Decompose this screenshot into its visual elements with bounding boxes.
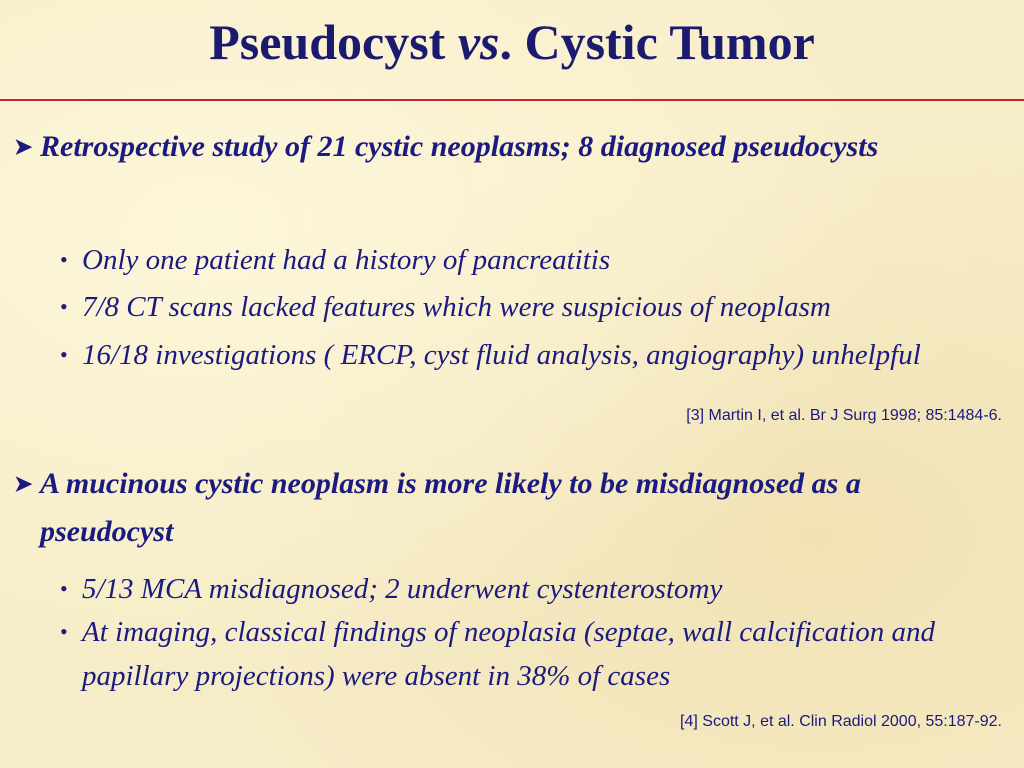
sub-bullet-1-1	[60, 238, 1000, 282]
sub-bullet-1-3	[60, 333, 940, 377]
title-divider	[0, 99, 1024, 101]
sub-bullet-2-1-text: 5/13 MCA misdiagnosed; 2 underwent cystenterostomy	[82, 573, 723, 605]
main-bullet-2	[14, 460, 914, 556]
dot-bullet-icon: •	[60, 576, 68, 601]
sub-bullet-2-2-text: At imaging, classical findings of neoplasia (septae, wall calcification and papillary projections) were absent in 38% of cases	[82, 616, 936, 692]
dot-bullet-icon: •	[60, 342, 68, 367]
sub-bullet-1-2-text: 7/8 CT scans lacked features which were suspicious of neoplasm	[82, 291, 831, 323]
reference-1: [3] Martin I, et al. Br J Surg 1998; 85:1484-6.	[686, 407, 1002, 424]
arrow-bullet-icon: ➤	[14, 134, 33, 159]
reference-2: [4] Scott J, et al. Clin Radiol 2000, 55:187-92.	[680, 713, 1002, 730]
main-bullet-2-text: A mucinous cystic neoplasm is more likely to be misdiagnosed as a pseudocyst	[40, 467, 861, 548]
sub-bullet-2-2	[60, 610, 1000, 698]
main-bullet-1	[14, 123, 1014, 171]
main-bullet-1-text: Retrospective study of 21 cystic neoplasms; 8 diagnosed pseudocysts	[40, 130, 879, 163]
sub-bullet-2-1	[60, 567, 1000, 611]
dot-bullet-icon: •	[60, 619, 68, 644]
dot-bullet-icon: •	[60, 247, 68, 272]
arrow-bullet-icon: ➤	[14, 471, 33, 496]
title-vs: vs	[457, 14, 500, 70]
title-part-1: Pseudocyst	[209, 14, 458, 70]
title-part-3: . Cystic Tumor	[499, 14, 815, 70]
dot-bullet-icon: •	[60, 294, 68, 319]
sub-bullet-1-3-text: 16/18 investigations ( ERCP, cyst fluid analysis, angiography) unhelpful	[82, 339, 921, 371]
sub-bullet-1-2	[60, 285, 1000, 329]
sub-bullet-1-1-text: Only one patient had a history of pancreatitis	[82, 244, 611, 276]
slide-title	[0, 14, 1024, 72]
